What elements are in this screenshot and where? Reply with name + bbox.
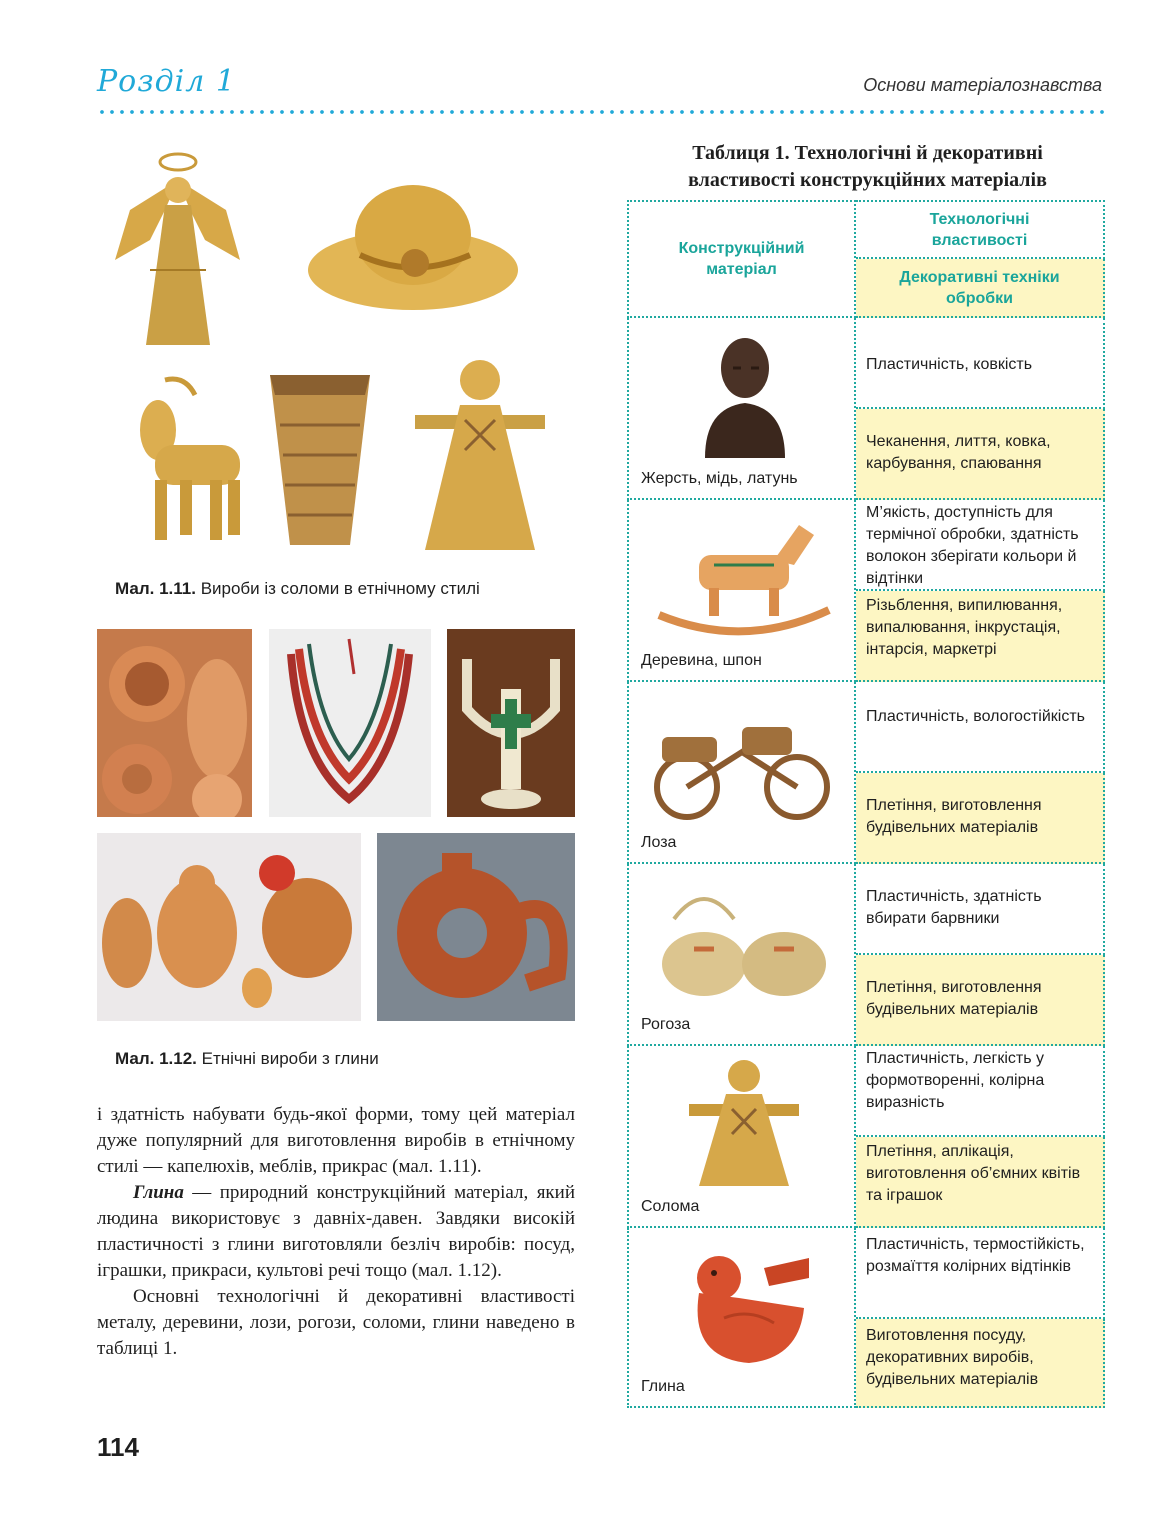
material-name: Солома bbox=[641, 1198, 700, 1215]
deco-cell: Плетіння, аплікація, виготовлення об’ємних квітів та іграшок bbox=[856, 1137, 1105, 1228]
paragraph-3: Основні технологічні й декоративні властивості металу, деревини, лози, рогози, соломи, глини наведено в таблиці 1. bbox=[97, 1286, 575, 1359]
woven-shoes-icon bbox=[654, 879, 834, 1004]
tech-cell: Пластичність, здатність вбирати барвники bbox=[856, 864, 1105, 955]
paragraph-2: Глина — природний конструкційний матеріал, який людина використовує з давніх-давен. Завдяки високій пластичності з глини виготовляли безліч виробів: посуд, іграшки, прикраси, культові речі тощо (мал. 1.12). bbox=[97, 1182, 575, 1281]
header-deco: Декоративні техніки обробки bbox=[856, 259, 1105, 318]
deco-cell: Плетіння, виготовлення будівельних матеріалів bbox=[856, 955, 1105, 1046]
tech-cell: Пластичність, термостійкість, розмаїття колірних відтінків bbox=[856, 1228, 1105, 1319]
deco-cell: Різьблення, випилювання, випалювання, інкрустація, інтарсія, маркетрі bbox=[856, 591, 1105, 682]
clay-toys-image bbox=[97, 833, 361, 1021]
subject-title: Основи матеріалознавства bbox=[863, 75, 1102, 95]
straw-goat-image bbox=[110, 370, 250, 550]
header-divider bbox=[97, 110, 1107, 114]
material-name: Жерсть, мідь, латунь bbox=[641, 470, 798, 487]
material-cell bbox=[627, 318, 856, 500]
table-title: Таблиця 1. Технологічні й декоративні властивості конструкційних матеріалів bbox=[688, 142, 1047, 191]
wicker-bicycle-icon bbox=[647, 707, 837, 822]
bronze-bust-icon bbox=[695, 328, 795, 458]
clay-candlestick-image bbox=[447, 629, 575, 817]
material-cell bbox=[627, 500, 856, 682]
straw-basket-image bbox=[265, 365, 375, 555]
material-cell bbox=[627, 864, 856, 1046]
straw-angel-image bbox=[110, 150, 245, 355]
clay-necklace-image bbox=[269, 629, 431, 817]
tech-cell: Пластичність, ковкість bbox=[856, 318, 1105, 409]
deco-cell: Чеканення, лиття, ковка, карбування, спаювання bbox=[856, 409, 1105, 500]
material-name: Глина bbox=[641, 1378, 685, 1395]
body-text bbox=[97, 1102, 575, 1362]
fig-1-11-caption: Мал. 1.11. Вироби із соломи в етнічному стилі bbox=[115, 579, 480, 598]
tech-cell: Пластичність, вологостійкість bbox=[856, 682, 1105, 773]
deco-cell: Виготовлення посуду, декоративних виробів, будівельних матеріалів bbox=[856, 1319, 1105, 1408]
page-number: 114 bbox=[97, 1432, 139, 1462]
section-title: Розділ 1 bbox=[97, 64, 236, 99]
straw-doll-image bbox=[405, 350, 555, 555]
material-name: Рогоза bbox=[641, 1016, 691, 1033]
straw-hat-image bbox=[305, 175, 520, 315]
straw-doll-icon bbox=[684, 1054, 804, 1189]
clay-pots-image bbox=[97, 629, 252, 817]
tech-cell: М’якість, доступність для термічної обробки, здатність волокон зберігати кольори й відтінки bbox=[856, 500, 1105, 591]
materials-table bbox=[627, 200, 1105, 1408]
clay-whistle-icon bbox=[679, 1238, 814, 1373]
rocking-horse-icon bbox=[654, 510, 834, 640]
header-material: Конструкційний матеріал bbox=[627, 200, 856, 318]
material-name: Лоза bbox=[641, 834, 677, 851]
header-tech: Технологічні властивості bbox=[856, 200, 1105, 259]
material-cell bbox=[627, 1228, 856, 1408]
tech-cell: Пластичність, легкість у формотворенні, колірна виразність bbox=[856, 1046, 1105, 1137]
deco-cell: Плетіння, виготовлення будівельних матеріалів bbox=[856, 773, 1105, 864]
fig-1-12-caption: Мал. 1.12. Етнічні вироби з глини bbox=[115, 1049, 379, 1068]
material-cell bbox=[627, 682, 856, 864]
clay-vessel-image bbox=[377, 833, 575, 1021]
paragraph-1: і здатність набувати будь-якої форми, тому цей матеріал дуже популярний для виготовлення виробів в етнічному стилі — капелюхів, меблів, прикрас (мал. 1.11). bbox=[97, 1104, 575, 1177]
material-cell bbox=[627, 1046, 856, 1228]
material-name: Деревина, шпон bbox=[641, 652, 762, 669]
